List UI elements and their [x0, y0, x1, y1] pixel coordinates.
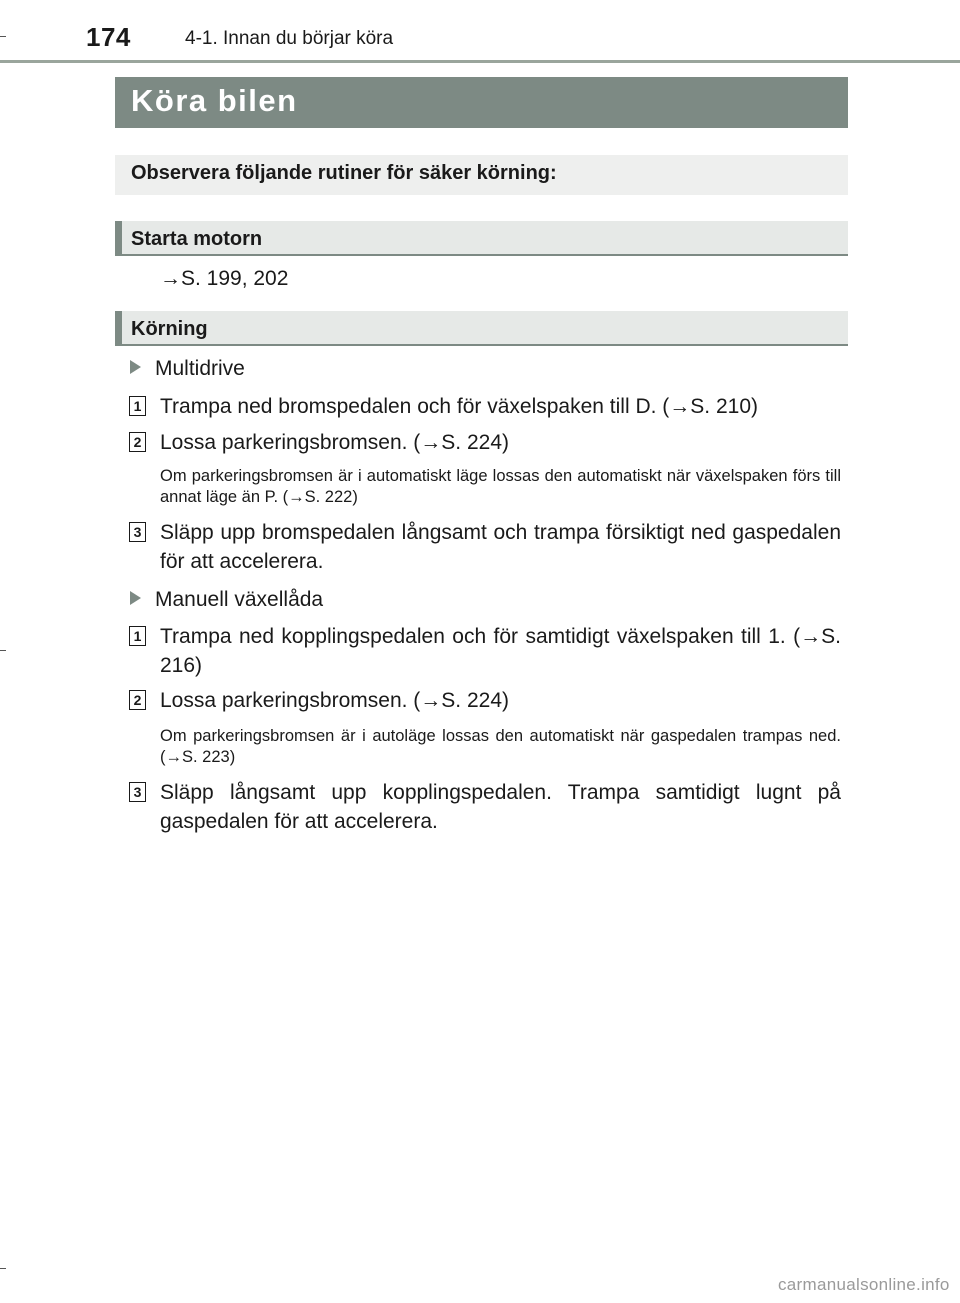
step-number-badge: 3 [129, 522, 146, 542]
step-note: Om parkeringsbromsen är i automatiskt läge lossas den automatiskt när växelspaken förs till annat läge än P. (→S. 222) [160, 467, 841, 506]
page-title: Köra bilen [131, 83, 298, 118]
step-text: Trampa ned kopplingspedalen och för samtidigt växelspaken till 1. (→S. 216) [160, 625, 841, 677]
step-number-badge: 2 [129, 690, 146, 710]
chapter-title: 4-1. Innan du börjar köra [185, 28, 394, 49]
step-text: Lossa parkeringsbromsen. (→S. 224) [160, 431, 509, 454]
subheading-manual-label: Manuell växellåda [155, 588, 324, 611]
step-note: Om parkeringsbromsen är i autoläge lossas den automatiskt när gaspedalen trampas ned. (→S. 223) [160, 727, 841, 766]
step-text: Släpp långsamt upp kopplingspedalen. Trampa samtidigt lugnt på gaspedalen för att accelerera. [160, 781, 841, 833]
triangle-bullet-icon [130, 591, 141, 605]
heading-driving-label: Körning [131, 318, 208, 340]
crop-mark [0, 650, 6, 651]
step-number-badge: 3 [129, 782, 146, 802]
step-number-badge: 1 [129, 396, 146, 416]
subheading-manual [130, 585, 323, 614]
heading-start-engine-label: Starta motorn [131, 228, 263, 250]
triangle-bullet-icon [130, 360, 141, 374]
heading-driving [115, 311, 848, 346]
intro-box [115, 155, 848, 195]
page-number: 174 [86, 22, 131, 52]
step-number-badge: 1 [129, 626, 146, 646]
cross-reference-link[interactable]: →S. 199, 202 [160, 267, 289, 290]
watermark: carmanualsonline.info [778, 1275, 950, 1294]
crop-mark [0, 1268, 6, 1269]
step-text: Lossa parkeringsbromsen. (→S. 224) [160, 689, 509, 712]
subheading-multidrive [130, 354, 245, 383]
subheading-multidrive-label: Multidrive [155, 357, 245, 380]
heading-start-engine [115, 221, 848, 256]
step-text: Släpp upp bromspedalen långsamt och trampa försiktigt ned gaspedalen för att accelerera. [160, 521, 841, 573]
page-header [0, 18, 960, 62]
section-title-bar [115, 77, 848, 128]
intro-text: Observera följande rutiner för säker körning: [131, 162, 557, 184]
step-number-badge: 2 [129, 432, 146, 452]
step-text: Trampa ned bromspedalen och för växelspaken till D. (→S. 210) [160, 395, 759, 418]
header-rule [0, 60, 960, 63]
